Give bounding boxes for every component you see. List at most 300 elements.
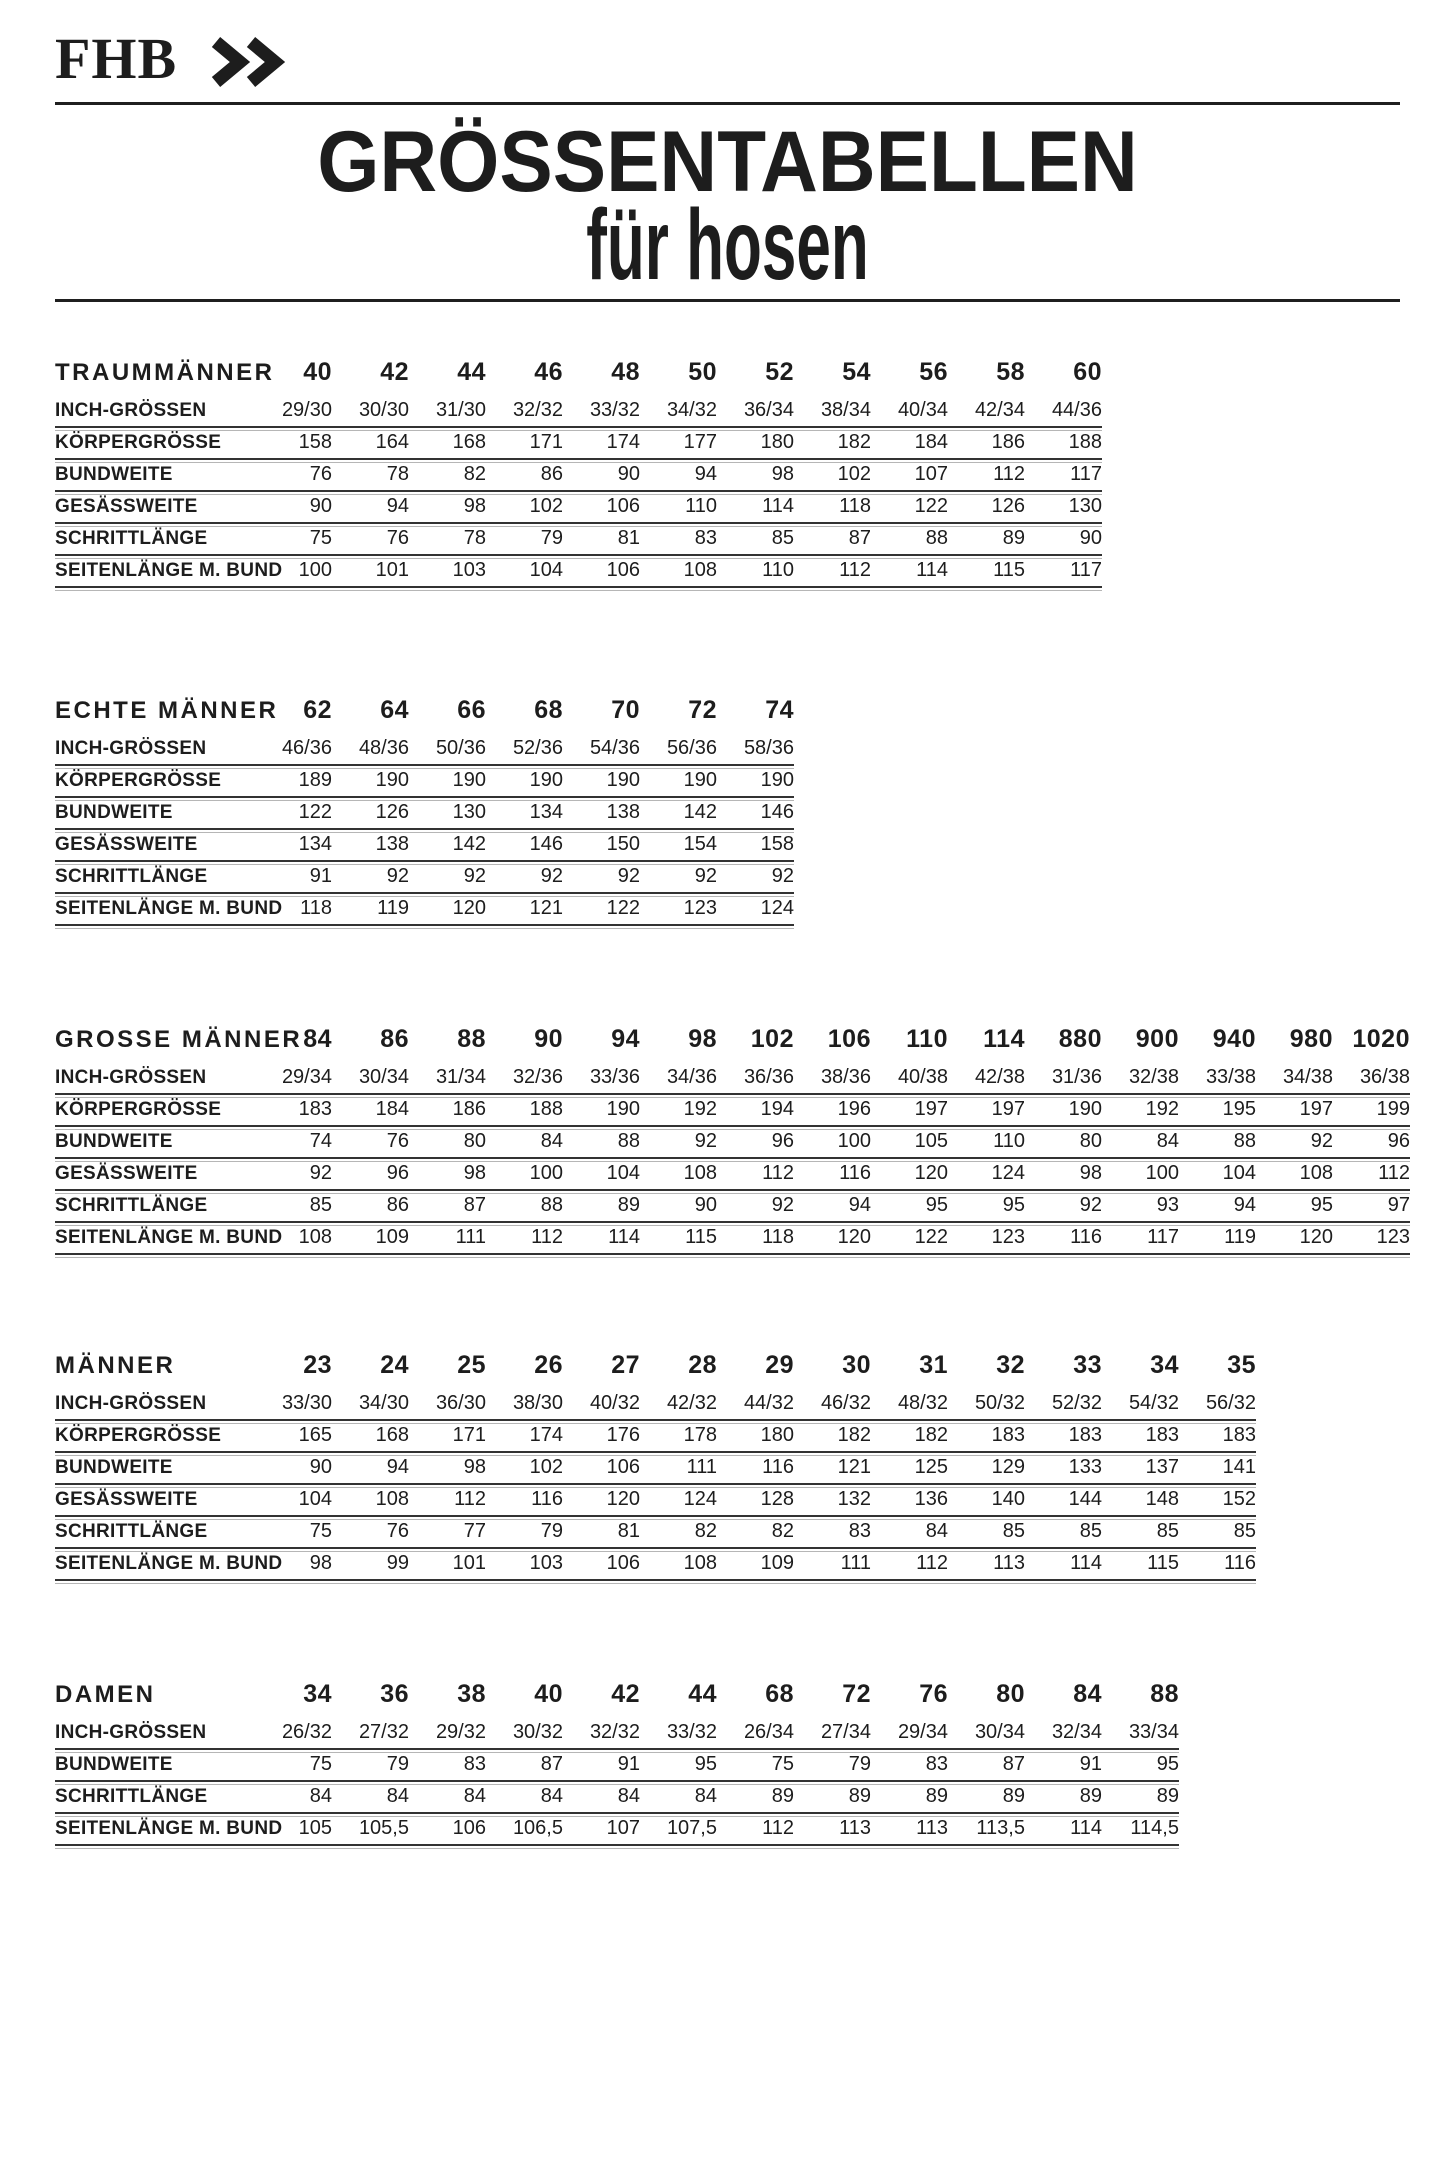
value-cell: 94	[386, 495, 409, 517]
size-header-cell: 29	[765, 1351, 794, 1379]
value-cell: 142	[683, 801, 717, 823]
size-header-cell: 26	[534, 1351, 563, 1379]
value-cell: 107	[606, 1817, 640, 1839]
value-cell: 183	[991, 1424, 1025, 1446]
value-cell: 171	[529, 431, 563, 453]
value-cell: 42/32	[666, 1392, 717, 1414]
value-cell: 74	[309, 1130, 332, 1152]
row-label: SEITENLÄNGE M. BUND	[55, 898, 283, 919]
size-header-cell: 27	[611, 1351, 640, 1379]
value-cell: 29/34	[281, 1066, 332, 1088]
value-cell: 56/36	[666, 737, 717, 759]
value-cell: 105,5	[358, 1817, 409, 1839]
value-cell: 195	[1222, 1098, 1256, 1120]
value-cell: 80	[463, 1130, 486, 1152]
value-cell: 106	[606, 495, 640, 517]
value-cell: 88	[617, 1130, 640, 1152]
value-cell: 79	[540, 527, 563, 549]
value-cell: 83	[848, 1520, 871, 1542]
value-cell: 102	[529, 495, 563, 517]
value-cell: 32/36	[512, 1066, 563, 1088]
brand-logo: FHB	[55, 26, 178, 91]
value-cell: 32/34	[1051, 1721, 1102, 1743]
value-cell: 78	[386, 463, 409, 485]
value-cell: 154	[683, 833, 717, 855]
value-cell: 84	[617, 1785, 640, 1807]
value-cell: 42/34	[974, 399, 1025, 421]
value-cell: 158	[298, 431, 332, 453]
size-header-cell: 60	[1073, 358, 1102, 386]
size-header-cell: 88	[1150, 1680, 1179, 1708]
size-header-cell: 114	[983, 1025, 1025, 1053]
value-cell: 146	[760, 801, 794, 823]
value-cell: 116	[531, 1488, 563, 1510]
value-cell: 30/34	[974, 1721, 1025, 1743]
table-row	[55, 1063, 1410, 1095]
table-row	[55, 862, 794, 894]
value-cell: 96	[386, 1162, 409, 1184]
value-cell: 100	[837, 1130, 871, 1152]
row-label: SCHRITTLÄNGE	[55, 1786, 208, 1807]
value-cell: 109	[760, 1552, 794, 1574]
value-cell: 29/34	[897, 1721, 948, 1743]
value-cell: 54/36	[589, 737, 640, 759]
value-cell: 81	[617, 527, 640, 549]
value-cell: 92	[771, 865, 794, 887]
table-row	[55, 894, 794, 926]
value-cell: 117	[1070, 559, 1102, 581]
value-cell: 85	[1156, 1520, 1179, 1542]
value-cell: 50/32	[974, 1392, 1025, 1414]
value-cell: 75	[771, 1753, 794, 1775]
value-cell: 92	[540, 865, 563, 887]
table-row	[55, 1782, 1179, 1814]
value-cell: 90	[694, 1194, 717, 1216]
row-label: KÖRPERGRÖSSE	[55, 770, 222, 791]
value-cell: 79	[540, 1520, 563, 1542]
value-cell: 115	[685, 1226, 717, 1248]
value-cell: 76	[386, 1520, 409, 1542]
value-cell: 29/30	[281, 399, 332, 421]
value-cell: 31/30	[435, 399, 486, 421]
value-cell: 182	[914, 1424, 948, 1446]
value-cell: 137	[1145, 1456, 1179, 1478]
row-label: INCH-GRÖSSEN	[55, 1067, 207, 1088]
row-label: KÖRPERGRÖSSE	[55, 1099, 222, 1120]
table-row	[55, 492, 1102, 524]
size-header-cell: 36	[380, 1680, 409, 1708]
value-cell: 94	[386, 1456, 409, 1478]
value-cell: 112	[454, 1488, 486, 1510]
size-header-cell: 25	[457, 1351, 486, 1379]
row-label: INCH-GRÖSSEN	[55, 738, 207, 759]
size-header-cell: 23	[303, 1351, 332, 1379]
table-row	[55, 1095, 1410, 1127]
size-header-cell: 1020	[1352, 1025, 1410, 1053]
row-label: BUNDWEITE	[55, 1131, 173, 1152]
value-cell: 197	[991, 1098, 1025, 1120]
value-cell: 92	[463, 865, 486, 887]
table-name: GROSSE MÄNNER	[55, 1026, 303, 1053]
value-cell: 118	[839, 495, 871, 517]
value-cell: 84	[309, 1785, 332, 1807]
value-cell: 86	[386, 1194, 409, 1216]
value-cell: 87	[1002, 1753, 1025, 1775]
value-cell: 176	[606, 1424, 640, 1446]
value-cell: 124	[760, 897, 794, 919]
table-row	[55, 1814, 1179, 1846]
size-header-cell: 84	[303, 1025, 332, 1053]
value-cell: 104	[606, 1162, 640, 1184]
value-cell: 34/32	[666, 399, 717, 421]
value-cell: 33/36	[589, 1066, 640, 1088]
value-cell: 119	[1224, 1226, 1256, 1248]
value-cell: 94	[694, 463, 717, 485]
value-cell: 102	[529, 1456, 563, 1478]
table-row	[55, 428, 1102, 460]
value-cell: 114	[916, 559, 948, 581]
value-cell: 168	[452, 431, 486, 453]
value-cell: 111	[686, 1456, 717, 1478]
value-cell: 96	[771, 1130, 794, 1152]
value-cell: 95	[694, 1753, 717, 1775]
size-table-traummaenner	[55, 352, 1102, 588]
table-header-row	[55, 690, 794, 734]
value-cell: 115	[993, 559, 1025, 581]
value-cell: 146	[529, 833, 563, 855]
value-cell: 58/36	[743, 737, 794, 759]
size-header-cell: 35	[1227, 1351, 1256, 1379]
row-label: KÖRPERGRÖSSE	[55, 1425, 222, 1446]
brand-row	[55, 26, 1400, 91]
value-cell: 110	[993, 1130, 1025, 1152]
size-header-cell: 32	[996, 1351, 1025, 1379]
value-cell: 105	[298, 1817, 332, 1839]
value-cell: 197	[914, 1098, 948, 1120]
value-cell: 75	[309, 1753, 332, 1775]
table-row	[55, 396, 1102, 428]
value-cell: 98	[463, 1456, 486, 1478]
row-label: SCHRITTLÄNGE	[55, 528, 208, 549]
value-cell: 92	[694, 1130, 717, 1152]
size-table-maenner	[55, 1345, 1256, 1581]
value-cell: 108	[375, 1488, 409, 1510]
size-header-cell: 72	[842, 1680, 871, 1708]
size-header-cell: 90	[534, 1025, 563, 1053]
value-cell: 34/30	[358, 1392, 409, 1414]
table-name: TRAUMMÄNNER	[55, 359, 275, 386]
value-cell: 115	[1147, 1552, 1179, 1574]
value-cell: 83	[694, 527, 717, 549]
value-cell: 164	[375, 431, 409, 453]
size-header-cell: 40	[534, 1680, 563, 1708]
value-cell: 91	[617, 1753, 640, 1775]
value-cell: 102	[837, 463, 871, 485]
value-cell: 133	[1068, 1456, 1102, 1478]
value-cell: 97	[1387, 1194, 1410, 1216]
value-cell: 118	[762, 1226, 794, 1248]
value-cell: 88	[925, 527, 948, 549]
value-cell: 80	[1079, 1130, 1102, 1152]
table-name: ECHTE MÄNNER	[55, 697, 279, 724]
value-cell: 121	[529, 897, 563, 919]
value-cell: 89	[1002, 527, 1025, 549]
value-cell: 138	[606, 801, 640, 823]
table-row	[55, 1159, 1410, 1191]
value-cell: 122	[298, 801, 332, 823]
size-header-cell: 70	[611, 696, 640, 724]
value-cell: 112	[762, 1817, 794, 1839]
value-cell: 184	[375, 1098, 409, 1120]
value-cell: 123	[1376, 1226, 1410, 1248]
size-header-cell: 74	[765, 696, 794, 724]
value-cell: 190	[375, 769, 409, 791]
value-cell: 136	[914, 1488, 948, 1510]
value-cell: 158	[760, 833, 794, 855]
table-row	[55, 830, 794, 862]
value-cell: 100	[1145, 1162, 1179, 1184]
value-cell: 111	[455, 1226, 486, 1248]
value-cell: 180	[760, 1424, 794, 1446]
header-rule-top	[55, 102, 1400, 105]
value-cell: 52/36	[512, 737, 563, 759]
value-cell: 54/32	[1128, 1392, 1179, 1414]
value-cell: 130	[452, 801, 486, 823]
value-cell: 50/36	[435, 737, 486, 759]
value-cell: 192	[1145, 1098, 1179, 1120]
value-cell: 95	[925, 1194, 948, 1216]
value-cell: 31/34	[435, 1066, 486, 1088]
row-label: SEITENLÄNGE M. BUND	[55, 1818, 283, 1839]
value-cell: 89	[1156, 1785, 1179, 1807]
value-cell: 177	[683, 431, 717, 453]
value-cell: 91	[309, 865, 332, 887]
value-cell: 112	[762, 1162, 794, 1184]
size-header-cell: 80	[996, 1680, 1025, 1708]
row-label: INCH-GRÖSSEN	[55, 400, 207, 421]
value-cell: 110	[762, 559, 794, 581]
value-cell: 92	[1310, 1130, 1333, 1152]
value-cell: 108	[683, 1162, 717, 1184]
value-cell: 85	[771, 527, 794, 549]
value-cell: 95	[1310, 1194, 1333, 1216]
value-cell: 26/32	[281, 1721, 332, 1743]
value-cell: 33/32	[589, 399, 640, 421]
value-cell: 79	[848, 1753, 871, 1775]
value-cell: 186	[991, 431, 1025, 453]
value-cell: 171	[452, 1424, 486, 1446]
value-cell: 78	[463, 527, 486, 549]
size-header-cell: 46	[534, 358, 563, 386]
size-header-cell: 106	[827, 1025, 871, 1053]
value-cell: 122	[914, 495, 948, 517]
value-cell: 106,5	[512, 1817, 563, 1839]
value-cell: 114	[608, 1226, 640, 1248]
value-cell: 84	[386, 1785, 409, 1807]
table-row	[55, 1389, 1256, 1421]
value-cell: 183	[1145, 1424, 1179, 1446]
size-header-cell: 42	[380, 358, 409, 386]
value-cell: 36/34	[743, 399, 794, 421]
value-cell: 113	[993, 1552, 1025, 1574]
value-cell: 168	[375, 1424, 409, 1446]
value-cell: 129	[991, 1456, 1025, 1478]
value-cell: 96	[1387, 1130, 1410, 1152]
size-header-cell: 42	[611, 1680, 640, 1708]
value-cell: 87	[540, 1753, 563, 1775]
value-cell: 109	[375, 1226, 409, 1248]
value-cell: 93	[1156, 1194, 1179, 1216]
value-cell: 112	[531, 1226, 563, 1248]
value-cell: 178	[683, 1424, 717, 1446]
table-row	[55, 1549, 1256, 1581]
size-table-echte-maenner	[55, 690, 794, 926]
value-cell: 82	[771, 1520, 794, 1542]
value-cell: 85	[309, 1194, 332, 1216]
row-label: SCHRITTLÄNGE	[55, 1195, 208, 1216]
value-cell: 199	[1376, 1098, 1410, 1120]
value-cell: 120	[1299, 1226, 1333, 1248]
value-cell: 117	[1070, 463, 1102, 485]
value-cell: 88	[1233, 1130, 1256, 1152]
value-cell: 134	[298, 833, 332, 855]
size-header-cell: 68	[765, 1680, 794, 1708]
size-header-cell: 34	[1150, 1351, 1179, 1379]
value-cell: 90	[617, 463, 640, 485]
value-cell: 87	[848, 527, 871, 549]
value-cell: 36/38	[1359, 1066, 1410, 1088]
value-cell: 95	[1156, 1753, 1179, 1775]
size-header-cell: 58	[996, 358, 1025, 386]
value-cell: 32/32	[589, 1721, 640, 1743]
value-cell: 82	[694, 1520, 717, 1542]
value-cell: 107,5	[666, 1817, 717, 1839]
value-cell: 132	[837, 1488, 871, 1510]
value-cell: 90	[309, 495, 332, 517]
value-cell: 144	[1068, 1488, 1102, 1510]
value-cell: 40/38	[897, 1066, 948, 1088]
value-cell: 190	[606, 769, 640, 791]
size-header-cell: 72	[688, 696, 717, 724]
value-cell: 77	[463, 1520, 486, 1542]
value-cell: 114	[1070, 1817, 1102, 1839]
value-cell: 106	[606, 559, 640, 581]
row-label: BUNDWEITE	[55, 464, 173, 485]
table-row	[55, 1485, 1256, 1517]
table-header-row	[55, 1019, 1410, 1063]
size-header-cell: 40	[303, 358, 332, 386]
value-cell: 110	[685, 495, 717, 517]
value-cell: 89	[925, 1785, 948, 1807]
value-cell: 85	[1233, 1520, 1256, 1542]
size-header-cell: 56	[919, 358, 948, 386]
value-cell: 116	[839, 1162, 871, 1184]
value-cell: 183	[1068, 1424, 1102, 1446]
value-cell: 82	[463, 463, 486, 485]
row-label: BUNDWEITE	[55, 1754, 173, 1775]
value-cell: 92	[771, 1194, 794, 1216]
value-cell: 52/32	[1051, 1392, 1102, 1414]
value-cell: 197	[1299, 1098, 1333, 1120]
value-cell: 188	[1068, 431, 1102, 453]
value-cell: 34/36	[666, 1066, 717, 1088]
size-header-cell: 66	[457, 696, 486, 724]
size-header-cell: 76	[919, 1680, 948, 1708]
size-table-damen	[55, 1674, 1179, 1846]
value-cell: 98	[1079, 1162, 1102, 1184]
value-cell: 134	[529, 801, 563, 823]
value-cell: 48/36	[358, 737, 409, 759]
value-cell: 27/34	[820, 1721, 871, 1743]
row-label: GESÄSSWEITE	[55, 496, 198, 517]
table-row	[55, 556, 1102, 588]
value-cell: 87	[463, 1194, 486, 1216]
value-cell: 38/34	[820, 399, 871, 421]
value-cell: 190	[1068, 1098, 1102, 1120]
value-cell: 112	[993, 463, 1025, 485]
table-name: MÄNNER	[55, 1352, 176, 1379]
table-row	[55, 734, 794, 766]
value-cell: 89	[771, 1785, 794, 1807]
value-cell: 32/32	[512, 399, 563, 421]
row-label: KÖRPERGRÖSSE	[55, 432, 222, 453]
value-cell: 190	[529, 769, 563, 791]
value-cell: 84	[925, 1520, 948, 1542]
value-cell: 130	[1068, 495, 1102, 517]
value-cell: 40/32	[589, 1392, 640, 1414]
value-cell: 106	[452, 1817, 486, 1839]
value-cell: 95	[1002, 1194, 1025, 1216]
value-cell: 117	[1147, 1226, 1179, 1248]
value-cell: 75	[309, 1520, 332, 1542]
value-cell: 174	[606, 431, 640, 453]
page-header	[55, 26, 1400, 302]
size-header-cell: 86	[380, 1025, 409, 1053]
row-label: SCHRITTLÄNGE	[55, 1521, 208, 1542]
row-label: INCH-GRÖSSEN	[55, 1393, 207, 1414]
value-cell: 34/38	[1282, 1066, 1333, 1088]
value-cell: 112	[916, 1552, 948, 1574]
row-label: SEITENLÄNGE M. BUND	[55, 1553, 283, 1574]
value-cell: 91	[1079, 1753, 1102, 1775]
value-cell: 75	[309, 527, 332, 549]
value-cell: 114	[1070, 1552, 1102, 1574]
value-cell: 116	[1070, 1226, 1102, 1248]
value-cell: 56/32	[1205, 1392, 1256, 1414]
table-body	[55, 1389, 1256, 1581]
value-cell: 101	[452, 1552, 486, 1574]
size-header-cell: 84	[1073, 1680, 1102, 1708]
value-cell: 108	[1299, 1162, 1333, 1184]
value-cell: 44/36	[1051, 399, 1102, 421]
value-cell: 112	[1378, 1162, 1410, 1184]
value-cell: 150	[606, 833, 640, 855]
value-cell: 184	[914, 431, 948, 453]
size-header-cell: 940	[1212, 1025, 1256, 1053]
value-cell: 128	[760, 1488, 794, 1510]
value-cell: 79	[386, 1753, 409, 1775]
table-row	[55, 1127, 1410, 1159]
table-row	[55, 766, 794, 798]
size-header-cell: 68	[534, 696, 563, 724]
value-cell: 141	[1222, 1456, 1256, 1478]
size-tables	[55, 352, 1410, 1846]
value-cell: 98	[309, 1552, 332, 1574]
value-cell: 118	[300, 897, 332, 919]
size-header-cell: 98	[688, 1025, 717, 1053]
value-cell: 76	[386, 527, 409, 549]
value-cell: 32/38	[1128, 1066, 1179, 1088]
